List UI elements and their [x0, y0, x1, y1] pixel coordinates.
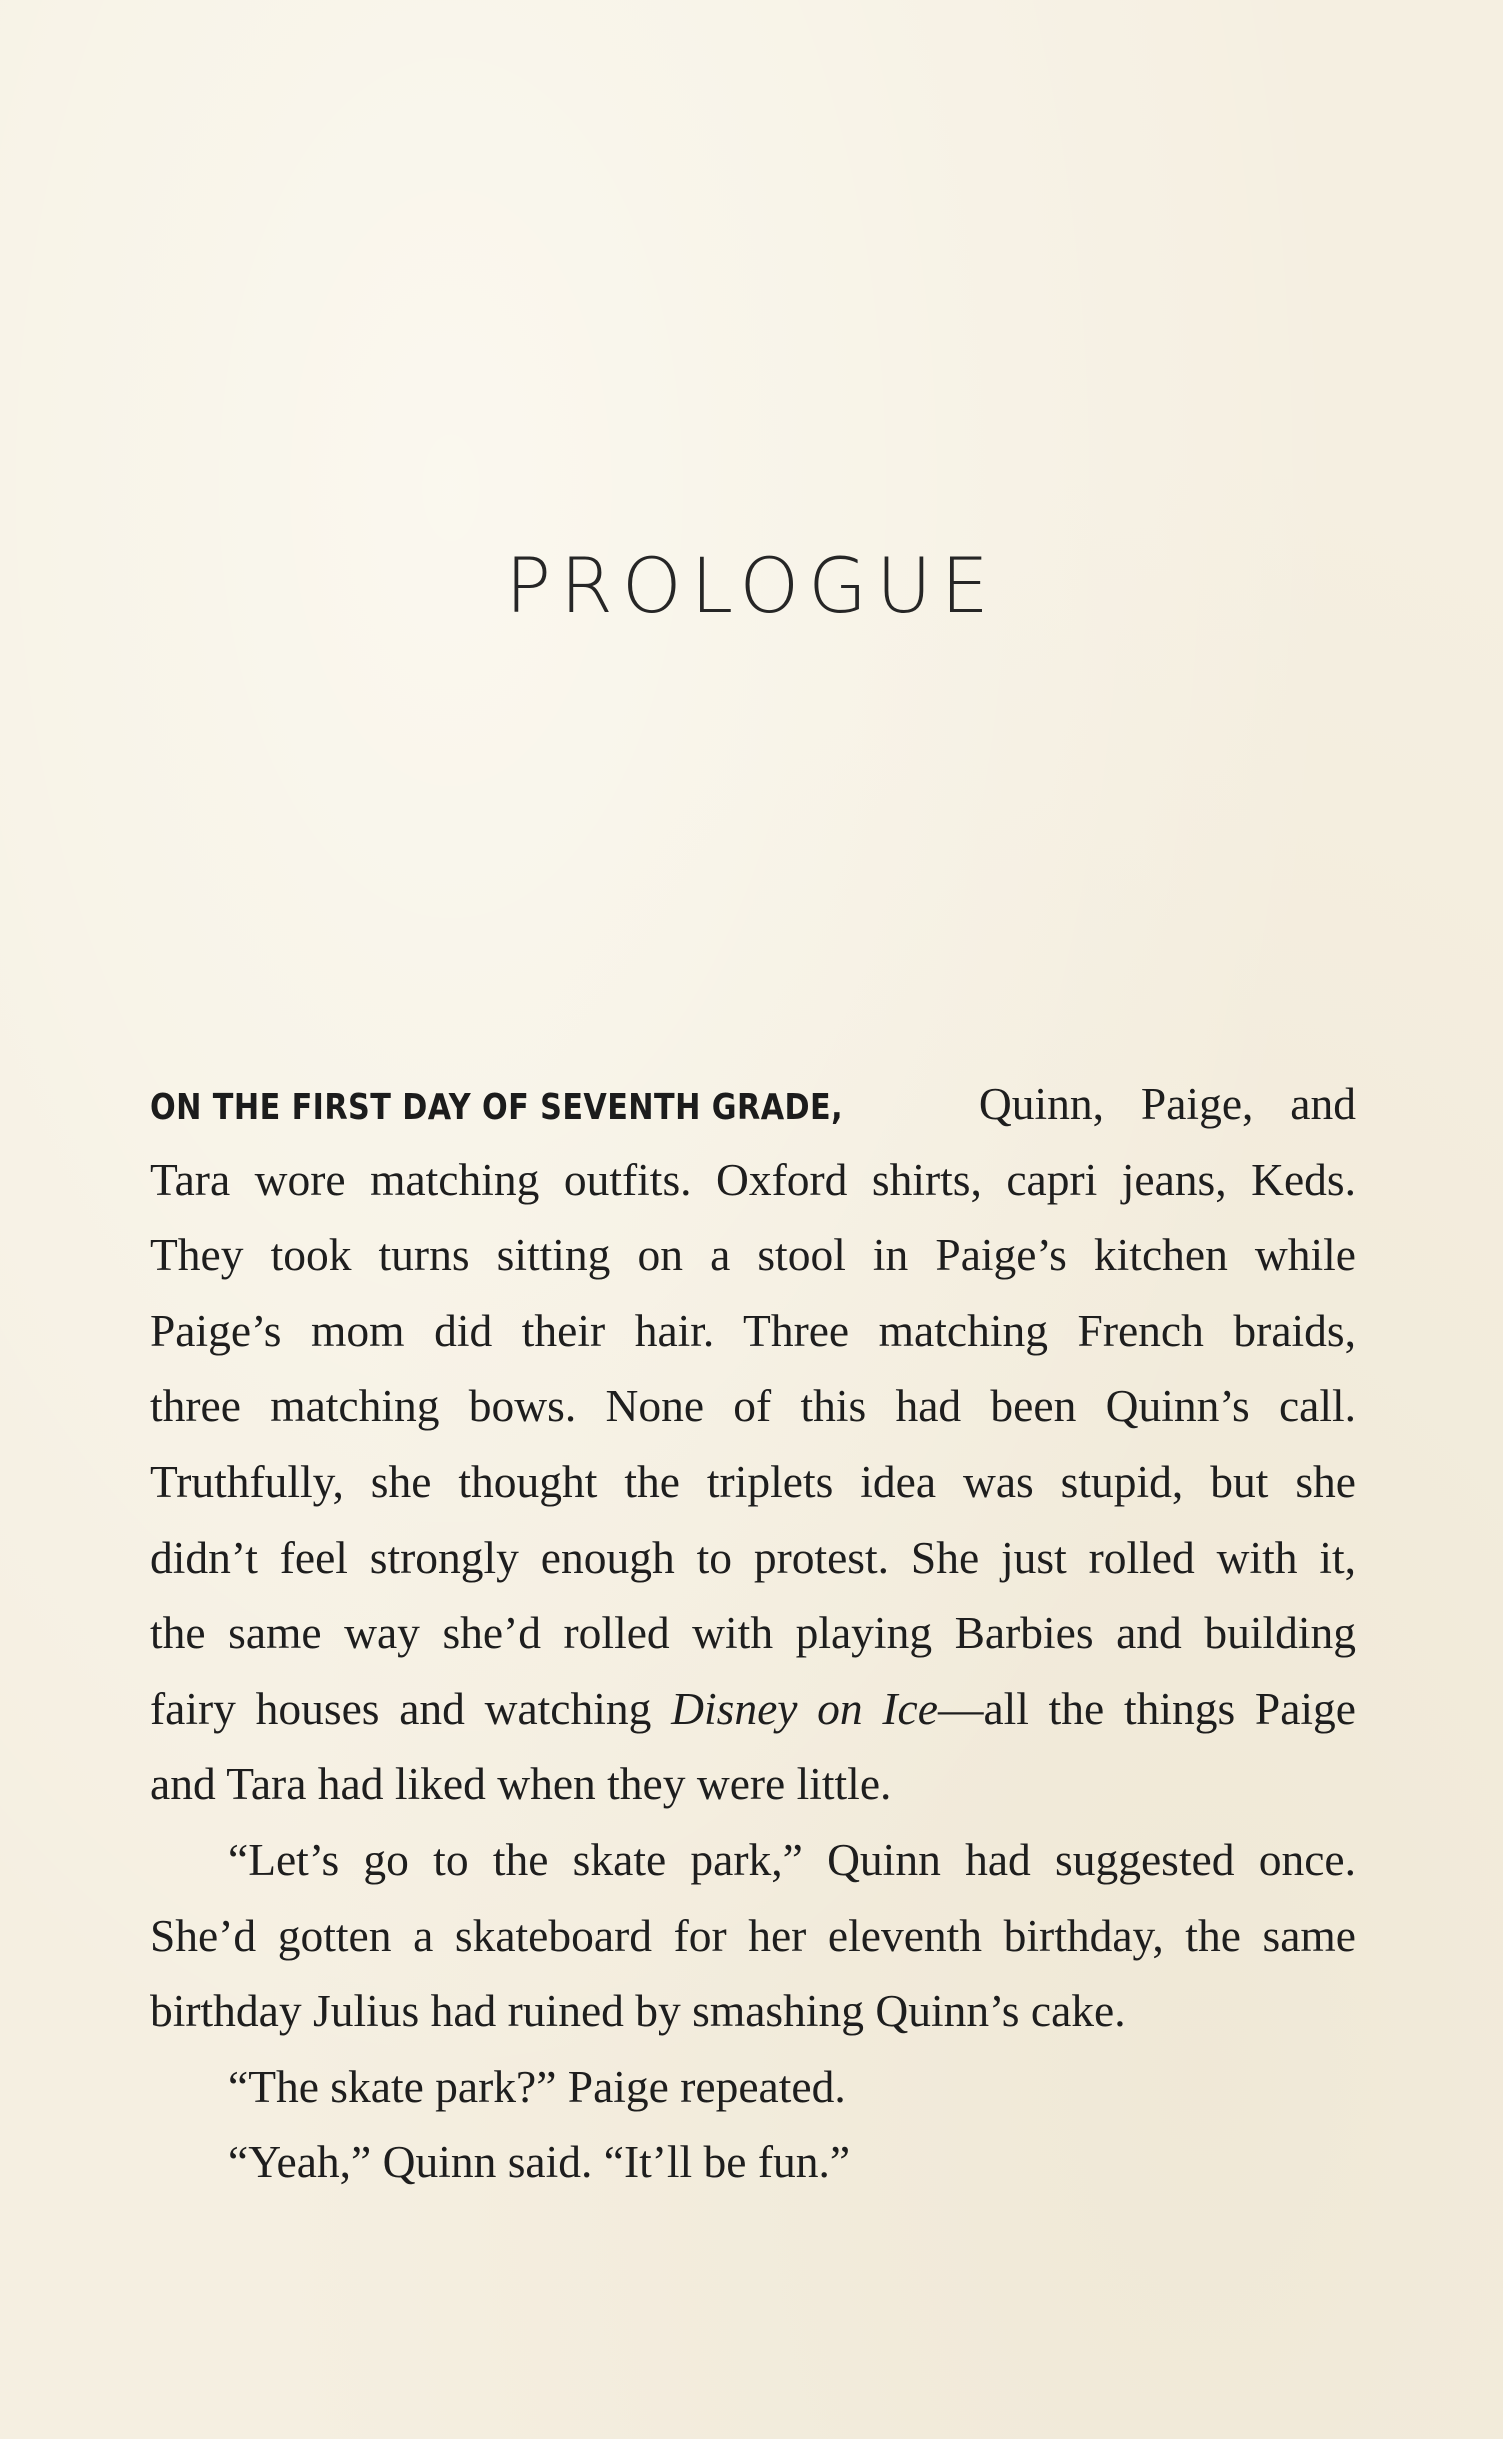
- text-line-8: the same way she’d rolled with playing Barbies and building: [150, 1607, 1356, 1659]
- text-line-6: Truthfully, she thought the triplets idea was stupid, but she: [150, 1455, 1356, 1507]
- text-line-15: “Yeah,” Quinn said. “It’ll be fun.”: [228, 2136, 851, 2188]
- text-line-9-after: —all the things Paige: [937, 1682, 1357, 1734]
- text-line-1: [150, 1066, 1356, 1142]
- text-line-14: “The skate park?” Paige repeated.: [228, 2060, 846, 2112]
- text-line-4: Paige’s mom did their hair. Three matching French braids,: [150, 1304, 1356, 1356]
- text-line-7: didn’t feel strongly enough to protest. She just rolled with it,: [150, 1531, 1356, 1583]
- italic-title: Disney on Ice: [671, 1682, 938, 1734]
- text-line-5: three matching bows. None of this had been Quinn’s call.: [150, 1380, 1356, 1432]
- text-line-9: [150, 1671, 1356, 1747]
- text-line-3: They took turns sitting on a stool in Paige’s kitchen while: [150, 1229, 1356, 1281]
- text-line-12: She’d gotten a skateboard for her eleventh birthday, the same: [150, 1909, 1356, 1961]
- lead-in-smallcaps: ON THE FIRST DAY OF SEVENTH GRADE,: [150, 1087, 844, 1128]
- text-line-9-before: fairy houses and watching: [150, 1682, 672, 1734]
- chapter-title: PROLOGUE: [505, 541, 998, 630]
- text-line-10: and Tara had liked when they were little.: [150, 1758, 892, 1810]
- text-line-11: “Let’s go to the skate park,” Quinn had suggested once.: [228, 1833, 1356, 1885]
- text-line-1-rest: Quinn, Paige, and: [942, 1078, 1356, 1129]
- body-text: [150, 1066, 1356, 2200]
- text-line-13: birthday Julius had ruined by smashing Quinn’s cake.: [150, 1985, 1126, 2037]
- text-line-2: Tara wore matching outfits. Oxford shirts, capri jeans, Keds.: [150, 1153, 1356, 1205]
